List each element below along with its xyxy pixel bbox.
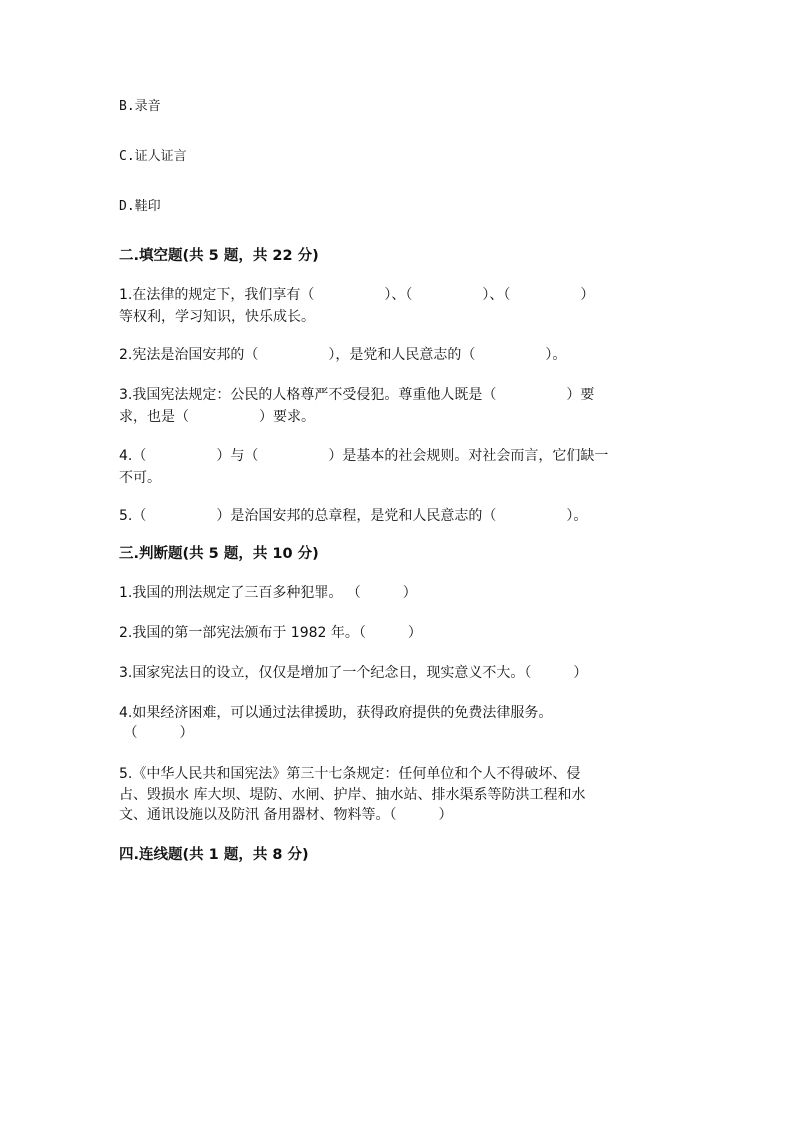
fill-question-2: 2.宪法是治国安邦的（ ），是党和人民意志的（ ）。 <box>119 347 567 363</box>
judge-question-5-line-1: 5.《中华人民共和国宪法》第三十七条规定：任何单位和个人不得破坏、侵 <box>119 766 581 782</box>
fill-question-3-line-2: 求，也是（ ）要求。 <box>119 409 315 425</box>
fill-question-4-line-1: 4.（ ）与（ ）是基本的社会规则。对社会而言，它们缺一 <box>119 448 609 464</box>
option-b: B.录音 <box>119 99 161 114</box>
section-heading-fill-blank: 二.填空题(共 5 题，共 22 分) <box>119 248 319 264</box>
fill-question-1-line-1: 1.在法律的规定下，我们享有（ ）、（ ）、（ ） <box>119 287 595 303</box>
section-heading-true-false: 三.判断题(共 5 题，共 10 分) <box>119 546 319 562</box>
option-c: C.证人证言 <box>119 149 187 164</box>
judge-question-3: 3.国家宪法日的设立，仅仅是增加了一个纪念日，现实意义不大。（ ） <box>119 665 588 681</box>
fill-question-5: 5.（ ）是治国安邦的总章程，是党和人民意志的（ ）。 <box>119 508 588 524</box>
fill-question-1-line-2: 等权利，学习知识，快乐成长。 <box>119 309 315 325</box>
section-heading-matching: 四.连线题(共 1 题，共 8 分) <box>119 847 309 863</box>
judge-question-1: 1.我国的刑法规定了三百多种犯罪。 （ ） <box>119 585 417 601</box>
judge-question-4-line-1: 4.如果经济困难，可以通过法律援助，获得政府提供的免费法律服务。 <box>119 705 553 721</box>
fill-question-4-line-2: 不可。 <box>119 470 161 486</box>
fill-question-3-line-1: 3.我国宪法规定：公民的人格尊严不受侵犯。尊重他人既是（ ）要 <box>119 387 595 403</box>
judge-question-5-line-2: 占、毁损水 库大坝、堤防、水闸、护岸、抽水站、排水渠系等防洪工程和水 <box>119 787 586 803</box>
judge-question-5-line-3: 文、通讯设施以及防汛 备用器材、物料等。（ ） <box>119 807 453 823</box>
judge-question-2: 2.我国的第一部宪法颁布于 1982 年。（ ） <box>119 625 422 641</box>
option-d: D.鞋印 <box>119 199 161 214</box>
judge-question-4-line-2: （ ） <box>119 725 194 741</box>
